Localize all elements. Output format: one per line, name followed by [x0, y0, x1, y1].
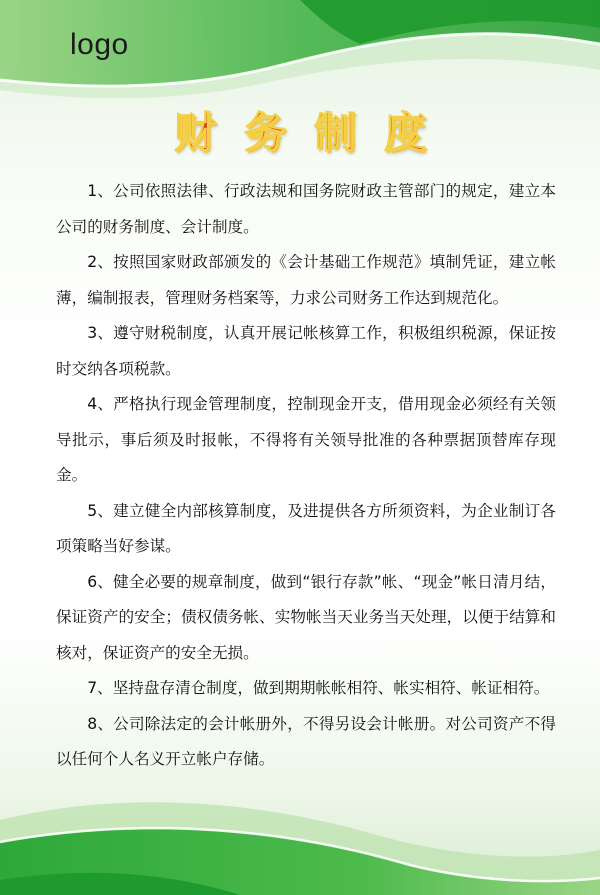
clause-paragraph: 2、按照国家财政部颁发的《会计基础工作规范》填制凭证，建立帐薄，编制报表，管理财务档案等，力求公司财务工作达到规范化。: [56, 253, 556, 307]
page-title: 财务制度: [173, 108, 454, 157]
regulation-body: [56, 174, 556, 778]
clause-paragraph: 5、建立健全内部核算制度，及进提供各方所须资料，为企业制订各项策略当好参谋。: [56, 501, 556, 555]
logo-text: logo: [70, 28, 129, 61]
clause-paragraph: 1、公司依照法律、行政法规和国务院财政主管部门的规定，建立本公司的财务制度、会计制度。: [56, 182, 556, 236]
clause-paragraph: 6、健全必要的规章制度，做到“银行存款”帐、“现金”帐日清月结，保证资产的安全；债权债务帐、实物帐当天业务当天处理，以便于结算和核对，保证资产的安全无损。: [56, 572, 556, 662]
clause-paragraph: 7、坚持盘存清仓制度，做到期期帐帐相符、帐实相符、帐证相符。: [87, 679, 550, 697]
clause-paragraph: 4、严格执行现金管理制度，控制现金开支，借用现金必须经有关领导批示，事后须及时报帐，不得将有关领导批准的各种票据顶替库存现金。: [56, 395, 556, 484]
clause-paragraph: 3、遵守财税制度，认真开展记帐核算工作，积极组织税源，保证按时交纳各项税款。: [56, 324, 556, 378]
clause-paragraph: 8、公司除法定的会计帐册外，不得另设会计帐册。对公司资产不得以任何个人名义开立帐户存储。: [56, 714, 556, 768]
